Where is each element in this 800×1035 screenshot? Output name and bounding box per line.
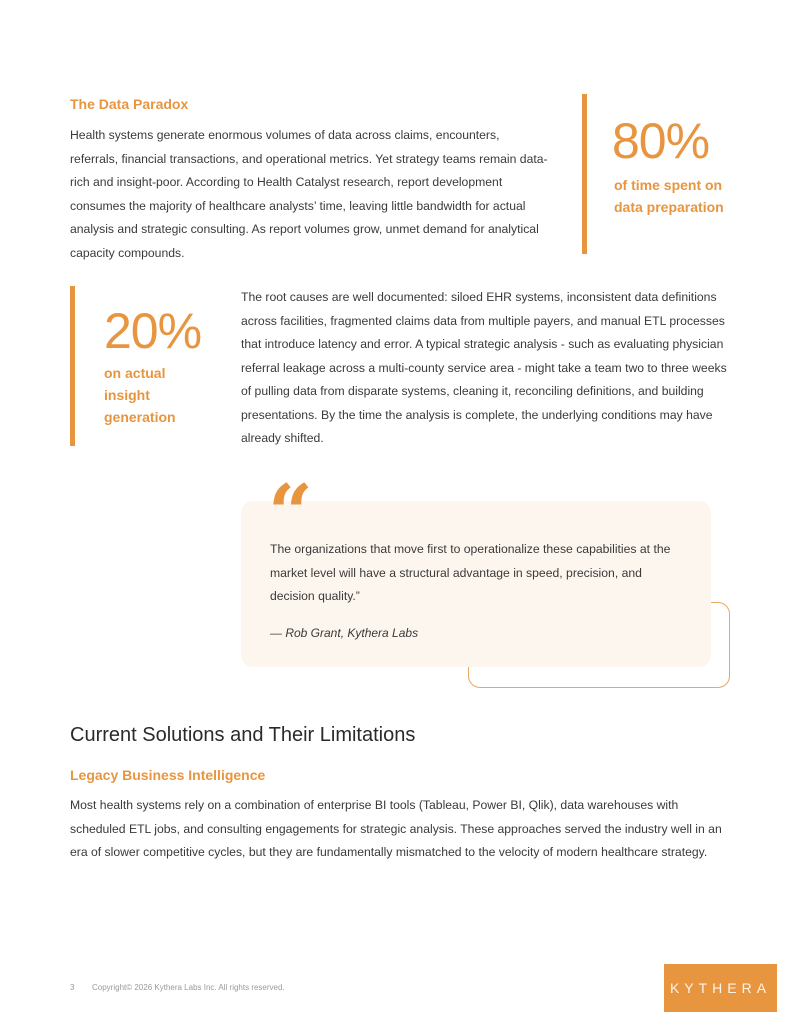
copyright-text: Copyright© 2026 Kythera Labs Inc. All rights reserved.: [92, 983, 285, 992]
root-causes-paragraph: The root causes are well documented: siloed EHR systems, inconsistent data definitions across facilities, fragmented claims data from multiple payers, and manual ETL processes that introduce latency and error. A typical strategic analysis - such as evaluating physician referral leakage across a multi-county service area - might take a team two to three weeks of pulling data from disparate systems, cleaning it, reconciling definitions, and building presentations. By the time the analysis is complete, the underlying conditions may have already shifted.: [241, 290, 727, 445]
quote-mark-icon: “: [268, 468, 313, 559]
kythera-logo: [664, 964, 777, 1012]
section-title: The Data Paradox: [70, 96, 189, 112]
current-solutions-heading: Current Solutions and Their Limitations: [70, 724, 416, 746]
legacy-bi-subheading: Legacy Business Intelligence: [70, 767, 266, 783]
stat-number-80: 80%: [612, 113, 710, 169]
legacy-bi-paragraph: Most health systems rely on a combination of enterprise BI tools (Tableau, Power BI, Qlik), data warehouses with scheduled ETL jobs, and consulting engagements for strategic analysis. These approaches served the industry well in an era of slower competitive cycles, but they are fundamentally mismatched to the velocity of modern healthcare strategy.: [70, 798, 722, 859]
quote-author: — Rob Grant, Kythera Labs: [270, 626, 419, 640]
intro-paragraph: Health systems generate enormous volumes of data across claims, encounters, referrals, financial transactions, and operational metrics. Yet strategy teams remain data-rich and insight-poor. According to Health Catalyst research, report development consumes the majority of healthcare analysts’ time, leaving little bandwidth for actual analysis and strategic consulting. As report volumes grow, unmet demand for analytical capacity compounds.: [70, 128, 548, 260]
page-number: 3: [70, 983, 75, 992]
stat-caption-20: on actual insight generation: [104, 365, 176, 425]
stat-accent-bar: [70, 286, 75, 446]
logo-text: KYTHERA: [669, 980, 772, 996]
stat-number-20: 20%: [104, 303, 202, 359]
stat-accent-bar: [582, 94, 587, 254]
quote-text: The organizations that move first to operationalize these capabilities at the market level will have a structural advantage in speed, precision, and decision quality.”: [270, 542, 671, 603]
stat-caption-80: of time spent on data preparation: [614, 177, 724, 215]
